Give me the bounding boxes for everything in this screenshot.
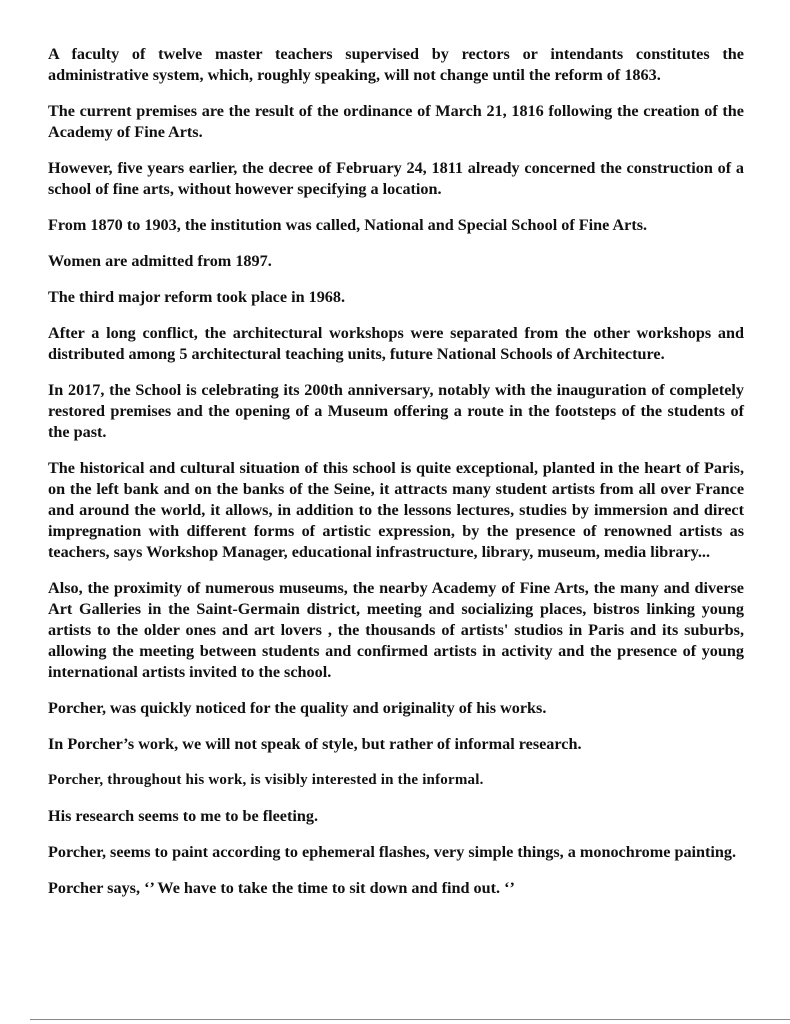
bottom-divider — [30, 1019, 790, 1020]
paragraph-proximity: Also, the proximity of numerous museums, the nearby Academy of Fine Arts, the many and diverse Art Galleries in the Saint-Germain district, meeting and socializing places, bistros linking young artists to the older ones and art lovers , the thousands of artists' studios in Paris and its suburbs, allowing the meeting between students and confirmed artists in activity and the presence of young international artists invited to the school. — [48, 579, 744, 681]
paragraph-decree: However, five years earlier, the decree of February 24, 1811 already concerned the construction of a school of fine arts, without however specifying a location. — [48, 159, 744, 198]
paragraph-porcher-quote: Porcher says, ‘’ We have to take the time to sit down and find out. ‘’ — [48, 879, 515, 897]
paragraph-ephemeral-flashes: Porcher, seems to paint according to ephemeral flashes, very simple things, a monochrome painting. — [48, 843, 737, 861]
paragraph-porcher-noticed: Porcher, was quickly noticed for the quality and originality of his works. — [48, 699, 547, 717]
paragraph-women-admitted: Women are admitted from 1897. — [48, 252, 272, 270]
document-page — [48, 44, 744, 914]
paragraph-architectural-workshops: After a long conflict, the architectural workshops were separated from the other workshops and distributed among 5 architectural teaching units, future National Schools of Architecture. — [48, 324, 744, 363]
paragraph-third-reform: The third major reform took place in 1968. — [48, 288, 346, 306]
paragraph-premises: The current premises are the result of the ordinance of March 21, 1816 following the creation of the Academy of Fine Arts. — [48, 102, 744, 141]
paragraph-research-fleeting: His research seems to me to be fleeting. — [48, 807, 319, 825]
paragraph-anniversary: In 2017, the School is celebrating its 200th anniversary, notably with the inauguration of completely restored premises and the opening of a Museum offering a route in the footsteps of the students of the past. — [48, 381, 744, 441]
paragraph-porcher-style: In Porcher’s work, we will not speak of style, but rather of informal research. — [48, 735, 582, 753]
paragraph-porcher-informal: Porcher, throughout his work, is visibly interested in the informal. — [48, 772, 484, 788]
paragraph-historical-situation: The historical and cultural situation of this school is quite exceptional, planted in the heart of Paris, on the left bank and on the banks of the Seine, it attracts many student artists from all over France and around the world, it allows, in addition to the lessons lectures, studies by immersion and direct impregnation with different forms of artistic expression, by the presence of renowned artists as teachers, says Workshop Manager, educational infrastructure, library, museum, media library... — [48, 459, 744, 561]
paragraph-institution-name: From 1870 to 1903, the institution was called, National and Special School of Fine Arts. — [48, 216, 648, 234]
paragraph-faculty: A faculty of twelve master teachers supervised by rectors or intendants constitutes the administrative system, which, roughly speaking, will not change until the reform of 1863. — [48, 45, 744, 84]
